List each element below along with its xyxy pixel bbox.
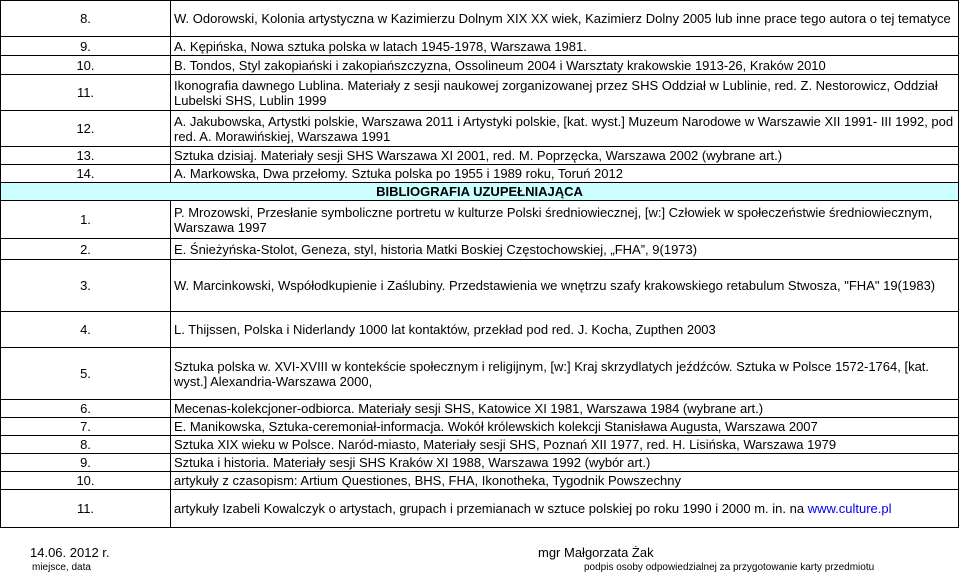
section-heading-row bbox=[1, 183, 959, 201]
row-number: 13. bbox=[1, 147, 171, 165]
table-row bbox=[1, 37, 959, 56]
bibliography-entry bbox=[171, 490, 959, 528]
row-number: 7. bbox=[1, 418, 171, 436]
bibliography-entry: B. Tondos, Styl zakopiański i zakopiańszczyzna, Ossolineum 2004 i Warsztaty krakowskie 1913-26, Kraków 2010 bbox=[171, 56, 959, 75]
row-number: 9. bbox=[1, 37, 171, 56]
entry-text: artykuły Izabeli Kowalczyk o artystach, grupach i przemianach w sztuce polskiej po roku 1990 i 2000 m. in. na bbox=[174, 501, 808, 516]
bibliography-entry: A. Kępińska, Nowa sztuka polska w latach 1945-1978, Warszawa 1981. bbox=[171, 37, 959, 56]
row-number: 8. bbox=[1, 1, 171, 37]
table-row bbox=[1, 147, 959, 165]
bibliography-entry: A. Markowska, Dwa przełomy. Sztuka polska po 1955 i 1989 roku, Toruń 2012 bbox=[171, 165, 959, 183]
table-row bbox=[1, 400, 959, 418]
table-row bbox=[1, 260, 959, 312]
bibliography-entry: W. Marcinkowski, Współodkupienie i Zaślubiny. Przedstawienia we wnętrzu szafy krakowskiego retabulum Stwosza, "FHA" 19(1983) bbox=[171, 260, 959, 312]
bibliography-entry: artykuły z czasopism: Artium Questiones, BHS, FHA, Ikonotheka, Tygodnik Powszechny bbox=[171, 472, 959, 490]
culture-link[interactable]: www.culture.pl bbox=[807, 501, 892, 516]
footer-date: 14.06. 2012 r. bbox=[30, 545, 110, 560]
footer-signature-caption: podpis osoby odpowiedzialnej za przygotowanie karty przedmiotu bbox=[584, 562, 875, 573]
table-row bbox=[1, 348, 959, 400]
row-number: 2. bbox=[1, 239, 171, 260]
footer-signature-name: mgr Małgorzata Żak bbox=[538, 545, 654, 560]
table-row bbox=[1, 165, 959, 183]
row-number: 11. bbox=[1, 490, 171, 528]
bibliography-entry: E. Manikowska, Sztuka-ceremoniał-informacja. Wokół królewskich kolekcji Stanisława Augusta, Warszawa 2007 bbox=[171, 418, 959, 436]
section-heading: BIBLIOGRAFIA UZUPEŁNIAJĄCA bbox=[1, 183, 959, 201]
table-row bbox=[1, 436, 959, 454]
row-number: 1. bbox=[1, 201, 171, 239]
footer-date-caption: miejsce, data bbox=[32, 562, 91, 573]
table-row bbox=[1, 312, 959, 348]
bibliography-entry: A. Jakubowska, Artystki polskie, Warszawa 2011 i Artystyki polskie, [kat. wyst.] Muzeum Narodowe w Warszawie XII 1991- III 1992, pod red. A. Morawińskiej, Warszawa 1991 bbox=[171, 111, 959, 147]
row-number: 14. bbox=[1, 165, 171, 183]
bibliography-entry: P. Mrozowski, Przesłanie symboliczne portretu w kulturze Polski średniowiecznej, [w:] Człowiek w społeczeństwie średniowiecznym, Warszawa 1997 bbox=[171, 201, 959, 239]
row-number: 10. bbox=[1, 472, 171, 490]
bibliography-entry: L. Thijssen, Polska i Niderlandy 1000 lat kontaktów, przekład pod red. J. Kocha, Zupthen 2003 bbox=[171, 312, 959, 348]
table-row bbox=[1, 418, 959, 436]
bibliography-entry: W. Odorowski, Kolonia artystyczna w Kazimierzu Dolnym XIX XX wiek, Kazimierz Dolny 2005 lub inne prace tego autora o tej tematyce bbox=[171, 1, 959, 37]
row-number: 12. bbox=[1, 111, 171, 147]
table-row bbox=[1, 75, 959, 111]
row-number: 3. bbox=[1, 260, 171, 312]
bibliography-entry: Mecenas-kolekcjoner-odbiorca. Materiały sesji SHS, Katowice XI 1981, Warszawa 1984 (wybrane art.) bbox=[171, 400, 959, 418]
row-number: 4. bbox=[1, 312, 171, 348]
bibliography-entry: E. Śnieżyńska-Stolot, Geneza, styl, historia Matki Boskiej Częstochowskiej, „FHA”, 9(1973) bbox=[171, 239, 959, 260]
table-row bbox=[1, 490, 959, 528]
table-row bbox=[1, 111, 959, 147]
bibliography-entry: Ikonografia dawnego Lublina. Materiały z sesji naukowej zorganizowanej przez SHS Oddział w Lublinie, red. Z. Nestorowicz, Oddział Lubelski SHS, Lublin 1999 bbox=[171, 75, 959, 111]
table-row bbox=[1, 201, 959, 239]
row-number: 9. bbox=[1, 454, 171, 472]
row-number: 11. bbox=[1, 75, 171, 111]
table-row bbox=[1, 239, 959, 260]
table-row bbox=[1, 56, 959, 75]
bibliography-entry: Sztuka XIX wieku w Polsce. Naród-miasto, Materiały sesji SHS, Poznań XII 1977, red. H. Lisińska, Warszawa 1979 bbox=[171, 436, 959, 454]
bibliography-entry: Sztuka dzisiaj. Materiały sesji SHS Warszawa XI 2001, red. M. Poprzęcka, Warszawa 2002 (wybrane art.) bbox=[171, 147, 959, 165]
row-number: 10. bbox=[1, 56, 171, 75]
table-row bbox=[1, 472, 959, 490]
table-row bbox=[1, 1, 959, 37]
row-number: 8. bbox=[1, 436, 171, 454]
bibliography-entry: Sztuka polska w. XVI-XVIII w kontekście społecznym i religijnym, [w:] Kraj skrzydlatych jeźdźców. Sztuka w Polsce 1572-1764, [kat. wyst.] Alexandria-Warszawa 2000, bbox=[171, 348, 959, 400]
table-row bbox=[1, 454, 959, 472]
row-number: 6. bbox=[1, 400, 171, 418]
row-number: 5. bbox=[1, 348, 171, 400]
bibliography-entry: Sztuka i historia. Materiały sesji SHS Kraków XI 1988, Warszawa 1992 (wybór art.) bbox=[171, 454, 959, 472]
